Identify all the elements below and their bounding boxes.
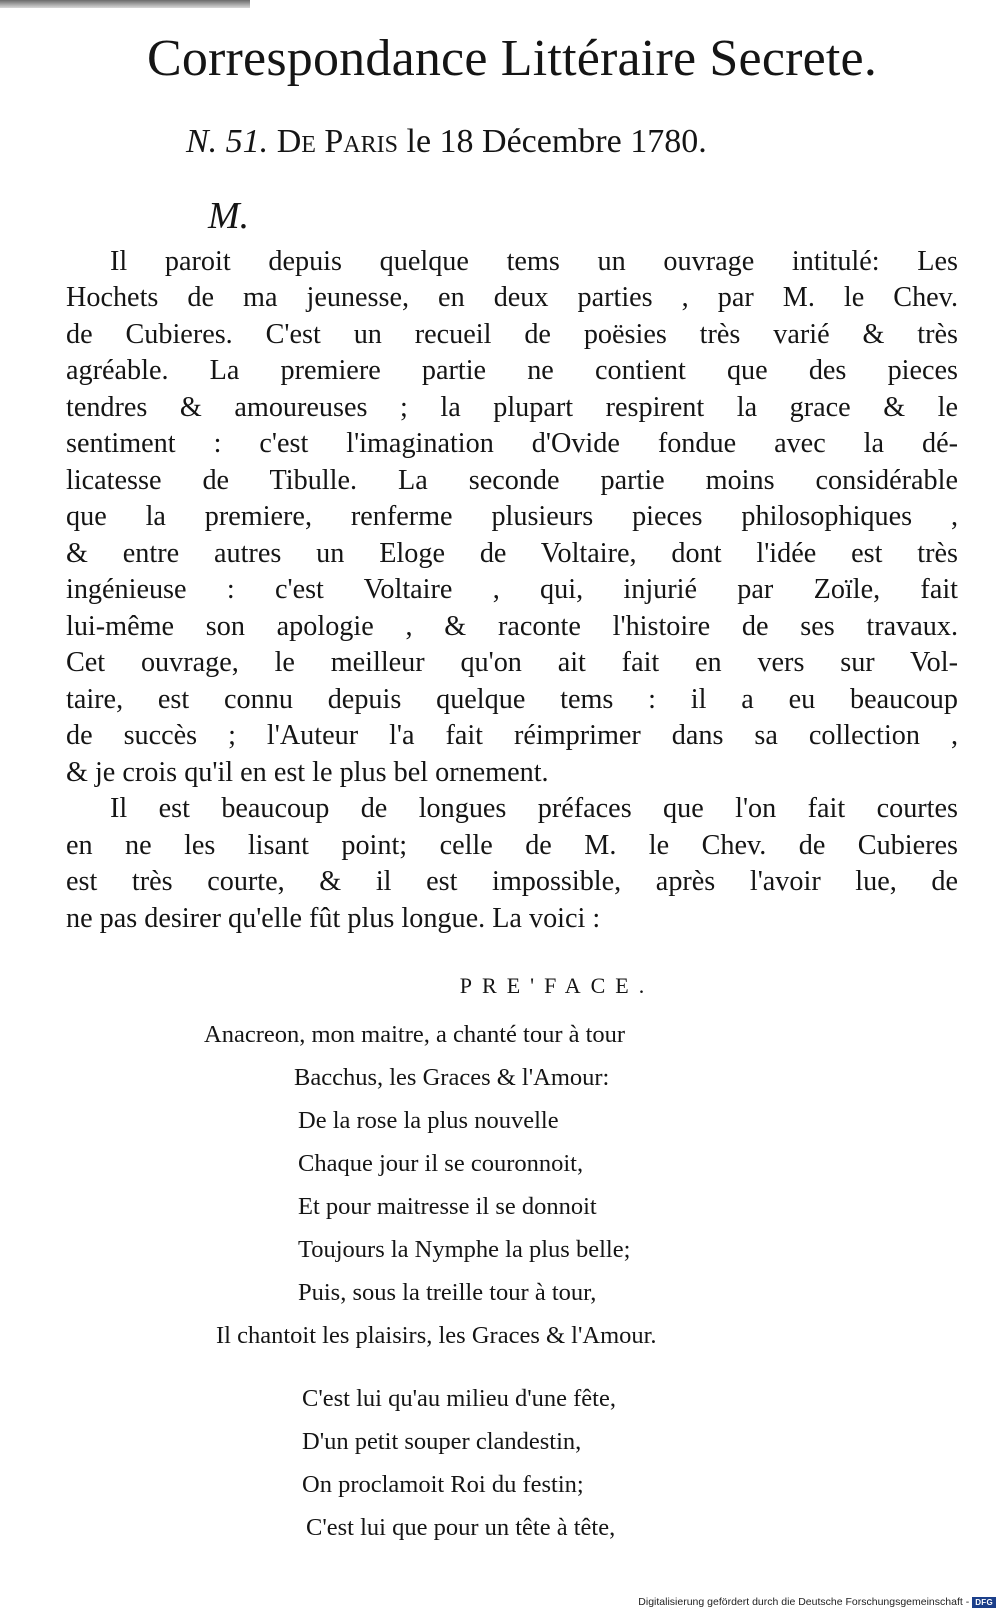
text-line: ingénieuse : c'est Voltaire , qui, injurié par Zoïle, fait: [66, 574, 958, 606]
issue-number: N. 51.: [186, 122, 269, 160]
text-line: que la premiere, renferme plusieurs pieces philosophiques ,: [66, 501, 958, 533]
text-line: sentiment : c'est l'imagination d'Ovide fondue avec la dé-: [66, 428, 958, 460]
verse-line: Anacreon, mon maitre, a chanté tour à tour: [204, 1021, 626, 1049]
text-line: Il paroit depuis quelque tems un ouvrage intitulé: Les: [110, 245, 958, 277]
paragraph-1: [66, 244, 958, 792]
dateline: [186, 123, 958, 160]
text-line: taire, est connu depuis quelque tems : il a eu beaucoup: [66, 683, 958, 715]
verse-line: De la rose la plus nouvelle: [298, 1107, 559, 1135]
verse-line: Il chantoit les plaisirs, les Graces & l'Amour.: [216, 1322, 657, 1350]
text-line: Il est beaucoup de longues préfaces que l'on fait courtes: [110, 793, 958, 825]
text-line: Cet ouvrage, le meilleur qu'on ait fait en vers sur Vol-: [66, 647, 958, 679]
masthead: Correspondance Littéraire Secrete.: [146, 30, 878, 87]
verse-line: Et pour maitresse il se donnoit: [298, 1193, 597, 1221]
text-line: & je crois qu'il en est le plus bel ornement.: [66, 756, 549, 788]
text-line: est très courte, & il est impossible, après l'avoir lue, de: [66, 866, 958, 898]
text-line: ne pas desirer qu'elle fût plus longue. La voici :: [66, 902, 601, 934]
text-line: Hochets de ma jeunesse, en deux parties , par M. le Chev.: [66, 282, 958, 314]
text-line: licatesse de Tibulle. La seconde partie moins considérable: [66, 464, 958, 496]
verse-line: C'est lui qu'au milieu d'une fête,: [302, 1385, 616, 1413]
text-line: lui-même son apologie , & raconte l'histoire de ses travaux.: [66, 610, 958, 642]
verse-line: Puis, sous la treille tour à tour,: [298, 1279, 597, 1307]
dateline-city: De Paris: [276, 122, 398, 160]
verse-stanza-1: [66, 1013, 958, 1357]
paragraph-2: [66, 791, 958, 937]
text-line: agréable. La premiere partie ne contient que des pieces: [66, 355, 958, 387]
credit-text: Digitalisierung gefördert durch die Deutsche Forschungsgemeinschaft -: [638, 1596, 970, 1608]
preface-title: PRE'FACE.: [459, 973, 655, 999]
text-line: & entre autres un Eloge de Voltaire, dont l'idée est très: [66, 537, 958, 569]
text-line: de succès ; l'Auteur l'a fait réimprimer dans sa collection ,: [66, 720, 958, 752]
verse-line: C'est lui que pour un tête à tête,: [306, 1514, 616, 1542]
verse-line: Toujours la Nymphe la plus belle;: [298, 1236, 631, 1264]
text-line: de Cubieres. C'est un recueil de poësies très varié & très: [66, 318, 958, 350]
verse-line: Bacchus, les Graces & l'Amour:: [294, 1064, 610, 1092]
dfg-logo: DFG: [972, 1597, 996, 1608]
verse-stanza-2: [66, 1377, 958, 1549]
verse-line: On proclamoit Roi du festin;: [302, 1471, 584, 1499]
document-page: [66, 14, 958, 1549]
dateline-date: le 18 Décembre 1780.: [406, 122, 707, 160]
digitization-credit: [638, 1596, 996, 1608]
scan-edge: [0, 0, 250, 8]
salutation: M.: [208, 194, 250, 237]
verse-line: Chaque jour il se couronnoit,: [298, 1150, 584, 1178]
text-line: en ne les lisant point; celle de M. le Chev. de Cubieres: [66, 829, 958, 861]
text-line: tendres & amoureuses ; la plupart respirent la grace & le: [66, 391, 958, 423]
verse-line: D'un petit souper clandestin,: [302, 1428, 582, 1456]
